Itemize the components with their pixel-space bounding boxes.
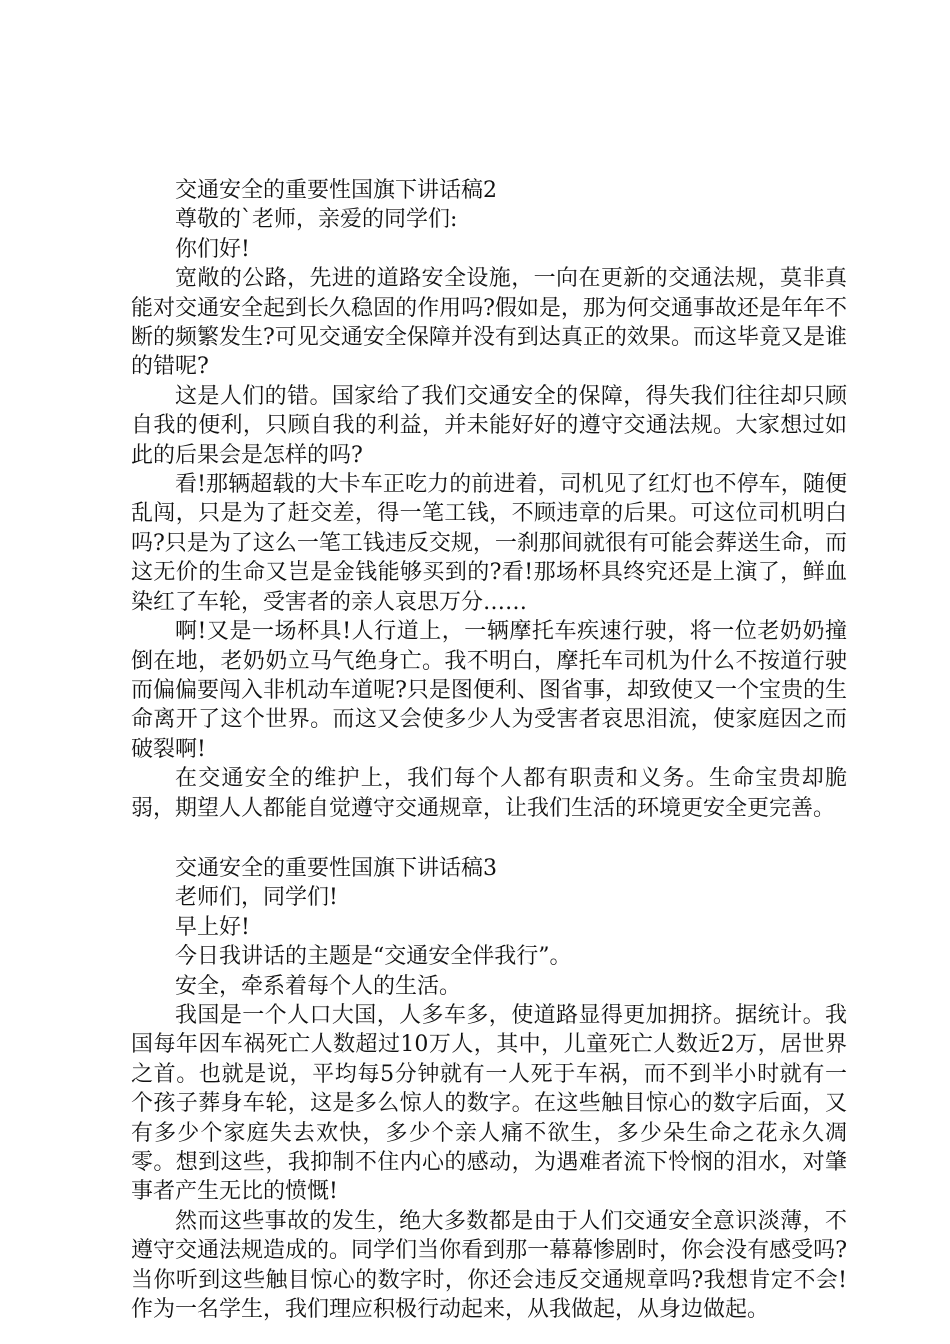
section-3-title: 交通安全的重要性国旗下讲话稿3 — [175, 855, 497, 881]
section-2-title: 交通安全的重要性国旗下讲话稿2 — [175, 178, 497, 203]
section-2-paragraph: 啊!又是一场杯具!人行道上，一辆摩托车疾速行驶，将一位老奶奶撞倒在地，老奶奶立马气绝身亡。我不明白，摩托车司机为什么不按道行驶而偏偏要闯入非机动车道呢?只是图便利、图省事，却致使又一个宝贵的生命离开了这个世界。而这又会使多少人为受害者哀思泪流，使家庭因之而破裂啊! — [131, 619, 847, 762]
section-3-paragraph: 我国是一个人口大国，人多车多，使道路显得更加拥挤。据统计。我国每年因车祸死亡人数超过10万人，其中，儿童死亡人数近2万，居世界之首。也就是说，平均每5分钟就有一人死于车祸，而不到半小时就有一个孩子葬身车轮，这是多么惊人的数字。在这些触目惊心的数字后面，又有多少个家庭失去欢快，多少个亲人痛不欲生，多少朵生命之花永久凋零。想到这些，我抑制不住内心的感动，为遇难者流下怜悯的泪水，对肇事者产生无比的愤慨! — [131, 1002, 847, 1205]
section-3-greeting: 早上好! — [175, 914, 250, 940]
section-divider — [131, 823, 847, 854]
section-2-paragraph: 这是人们的错。国家给了我们交通安全的保障，得失我们往往却只顾自我的便利，只顾自我的利益，并未能好好的遵守交通法规。大家想过如此的后果会是怎样的吗? — [131, 383, 847, 468]
section-2-paragraph: 宽敞的公路，先进的道路安全设施，一向在更新的交通法规，莫非真能对交通安全起到长久稳固的作用吗?假如是，那为何交通事故还是年年不断的频繁发生?可见交通安全保障并没有到达真正的效果。而这毕竟又是谁的错呢? — [131, 266, 847, 380]
section-2-paragraph: 在交通安全的维护上，我们每个人都有职责和义务。生命宝贵却脆弱，期望人人都能自觉遵守交通规章，让我们生活的环境更安全更完善。 — [131, 766, 847, 821]
section-3-paragraph: 然而这些事故的发生，绝大多数都是由于人们交通安全意识淡薄，不遵守交通法规造成的。同学们当你看到那一幕幕惨剧时，你会没有感受吗?当你听到这些触目惊心的数字时，你还会违反交通规章吗?我想肯定不会!作为一名学生，我们理应积极行动起来，从我做起，从身边做起。 — [131, 1208, 847, 1323]
document-body — [131, 176, 847, 1324]
section-3-paragraph: 安全，牵系着每个人的生活。 — [175, 973, 462, 999]
section-2-salutation: 尊敬的`老师，亲爱的同学们: — [175, 207, 458, 233]
section-3-salutation: 老师们，同学们! — [175, 885, 338, 911]
section-2-paragraph: 看!那辆超载的大卡车正吃力的前进着，司机见了红灯也不停车，随便乱闯，只是为了赶交差，得一笔工钱，不顾违章的后果。可这位司机明白吗?只是为了这么一笔工钱违反交规，一刹那间就很有可能会葬送生命，而这无价的生命又岂是金钱能够买到的?看!那场杯具终究还是上演了，鲜血染红了车轮，受害者的亲人哀思万分…… — [131, 472, 847, 615]
section-3-paragraph: 今日我讲话的主题是“交通安全伴我行”。 — [175, 944, 572, 970]
section-2-greeting: 你们好! — [175, 236, 250, 262]
